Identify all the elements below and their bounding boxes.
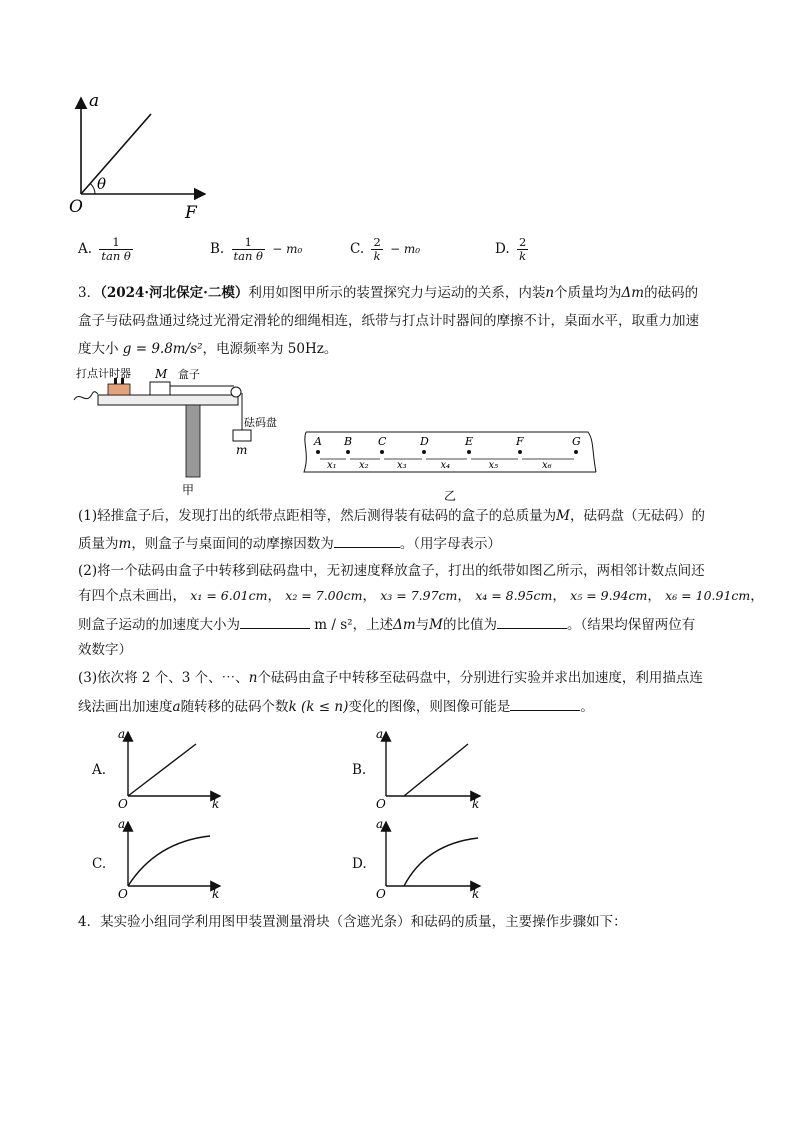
tape-point-label-c: C: [378, 435, 387, 448]
svg-text:O: O: [376, 887, 386, 898]
svg-text:O: O: [376, 797, 386, 808]
tape-point-e: [467, 450, 471, 454]
timer-label: 打点计时器: [76, 367, 131, 380]
tape-point-g: [574, 450, 578, 454]
pan-mass-label: m: [236, 443, 248, 457]
graph-option-c-letter[interactable]: C.: [92, 856, 107, 872]
answer-blank-ratio[interactable]: [497, 614, 567, 629]
graph-option-d-letter[interactable]: D.: [352, 856, 367, 872]
svg-text:a: a: [376, 727, 384, 741]
tape-segment-label: x₃: [397, 460, 407, 471]
answer-blank-friction[interactable]: [334, 533, 400, 548]
graph-b-line: [404, 744, 468, 796]
tape-point-c: [380, 450, 384, 454]
table-leg: [186, 405, 200, 477]
svg-text:O: O: [118, 887, 128, 898]
q3-line2: 盒子与砝码盘通过绕过光滑定滑轮的细绳相连，纸带与打点计时器间的摩擦不计，桌面水平，取重力加速: [78, 313, 699, 329]
svg-text:k: k: [212, 797, 220, 808]
option-a[interactable]: A. $\frac{1}{\text{tan θ}}$: [78, 235, 131, 263]
option-b[interactable]: B. $\frac{1}{\text{tan θ}}$ − m₀: [210, 235, 303, 263]
q3-part2-line3: 则盒子运动的加速度大小为 m / s²，上述Δm与M的比值为 。（结果均保留两位有: [78, 614, 778, 635]
tape-point-label-d: D: [420, 435, 429, 448]
svg-text:a: a: [118, 727, 126, 741]
graph-option-a-letter[interactable]: A.: [92, 762, 107, 778]
fig-jia-caption: 甲: [182, 483, 195, 497]
box: [150, 382, 170, 395]
box-mass-label: M: [155, 367, 168, 381]
top-a-f-graph: [65, 90, 225, 225]
tape-point-a: [316, 450, 320, 454]
origin-label: O: [69, 197, 83, 217]
graph-option-c[interactable]: [116, 816, 226, 898]
graph-option-b-letter[interactable]: B.: [352, 762, 367, 778]
q3-part2-line1: (2)将一个砝码由盒子中转移到砝码盘中，无初速度释放盒子，打出的纸带如图乙所示，两相邻计数点间还: [78, 563, 705, 579]
tape-point-label-b: B: [344, 435, 353, 448]
graph-option-b[interactable]: [374, 726, 486, 808]
angle-label: θ: [97, 175, 107, 193]
tape-segment-label: x₆: [542, 460, 552, 471]
box-label: 盒子: [178, 368, 200, 381]
q3-line1: 3．（2024·河北保定·二模）利用如图甲所示的装置探究力与运动的关系，内装n个质量均为Δm的砝码的: [78, 285, 699, 301]
q3-part3-line2: 线法画出加速度a随转移的砝码个数k (k ≤ n)变化的图像，则图像可能是 。: [78, 696, 778, 717]
weight-pan: [233, 430, 251, 441]
q3-part2-line4: 效数字）: [78, 642, 132, 658]
x6-value: x₆ = 10.91cm: [665, 588, 751, 603]
tape-segment-label: x₂: [359, 460, 369, 471]
q3-part3-line1: (3)依次将 2 个、3 个、⋯、n个砝码由盒子中转移至砝码盘中，分别进行实验并求出加速度，利用描点连: [78, 670, 703, 686]
option-d[interactable]: D. $\frac{2}{k}$: [495, 235, 527, 263]
answer-blank-acceleration[interactable]: [240, 614, 310, 629]
q3-number: 3．: [78, 285, 101, 301]
x5-value: x₅ = 9.94cm: [570, 588, 648, 603]
x1-value: x₁ = 6.01cm: [190, 588, 268, 603]
tape-point-label-a: A: [314, 435, 322, 448]
tape-point-label-g: G: [572, 435, 581, 448]
x2-value: x₂ = 7.00cm: [285, 588, 363, 603]
figure-yi-tape: [298, 428, 598, 508]
svg-text:k: k: [472, 887, 480, 898]
svg-text:k: k: [472, 797, 480, 808]
q4-number: 4．: [78, 914, 101, 930]
tape-point-label-e: E: [465, 435, 474, 448]
tape-segment-label: x₄: [440, 460, 451, 471]
graph-c-curve: [128, 836, 210, 886]
graph-d-curve: [404, 838, 478, 886]
tape-segment-label: x₁: [327, 460, 337, 471]
graph-line: [81, 114, 151, 194]
q3-part1-line1: (1)轻推盒子后，发现打出的纸带点距相等，然后测得装有砝码的盒子的总质量为M，砝码盘（无砝码）的: [78, 508, 705, 524]
q3-source: （2024·河北保定·二模）: [100, 285, 249, 301]
g-equation: g = 9.8m/s²: [122, 341, 203, 357]
svg-text:k: k: [212, 887, 220, 898]
x4-value: x₄ = 8.95cm: [475, 588, 553, 603]
svg-text:O: O: [118, 797, 128, 808]
tape-point-f: [518, 450, 522, 454]
fig-yi-caption: 乙: [444, 489, 457, 503]
q3-line3: 度大小 g = 9.8m/s²，电源频率为 50Hz。: [78, 341, 338, 357]
figure-jia-apparatus: [70, 362, 280, 502]
tape-point-b: [346, 450, 350, 454]
tape-point-d: [422, 450, 426, 454]
option-c[interactable]: C. $\frac{2}{k}$ − m₀: [350, 235, 421, 263]
x3-value: x₃ = 7.97cm: [380, 588, 458, 603]
tape-segment-label: x₅: [488, 460, 499, 471]
q3-part2-line2: 有四个点未画出， x₁ = 6.01cm， x₂ = 7.00cm， x₃ = 7.97cm， x₄ = 8.95cm， x₅ = 9.94cm， x₆ = 10.91cm，: [78, 588, 764, 604]
graph-option-a[interactable]: [116, 726, 226, 808]
timer: [108, 384, 130, 395]
svg-text:a: a: [376, 817, 384, 831]
answer-blank-graph[interactable]: [510, 696, 580, 711]
pan-label: 砝码盘: [244, 416, 277, 429]
graph-a-line: [128, 744, 196, 796]
q3-part1-line2: 质量为m，则盒子与桌面间的动摩擦因数为 。（用字母表示）: [78, 533, 768, 554]
table-top: [98, 395, 238, 405]
x-axis-label: F: [185, 203, 197, 223]
q4-line1: 4．某实验小组同学利用图甲装置测量滑块（含遮光条）和砝码的质量，主要操作步骤如下：: [78, 914, 627, 930]
y-axis-label: a: [89, 91, 100, 111]
svg-text:a: a: [118, 817, 126, 831]
tape-point-label-f: F: [516, 435, 524, 448]
graph-option-d[interactable]: [374, 816, 486, 898]
pulley: [231, 387, 241, 397]
